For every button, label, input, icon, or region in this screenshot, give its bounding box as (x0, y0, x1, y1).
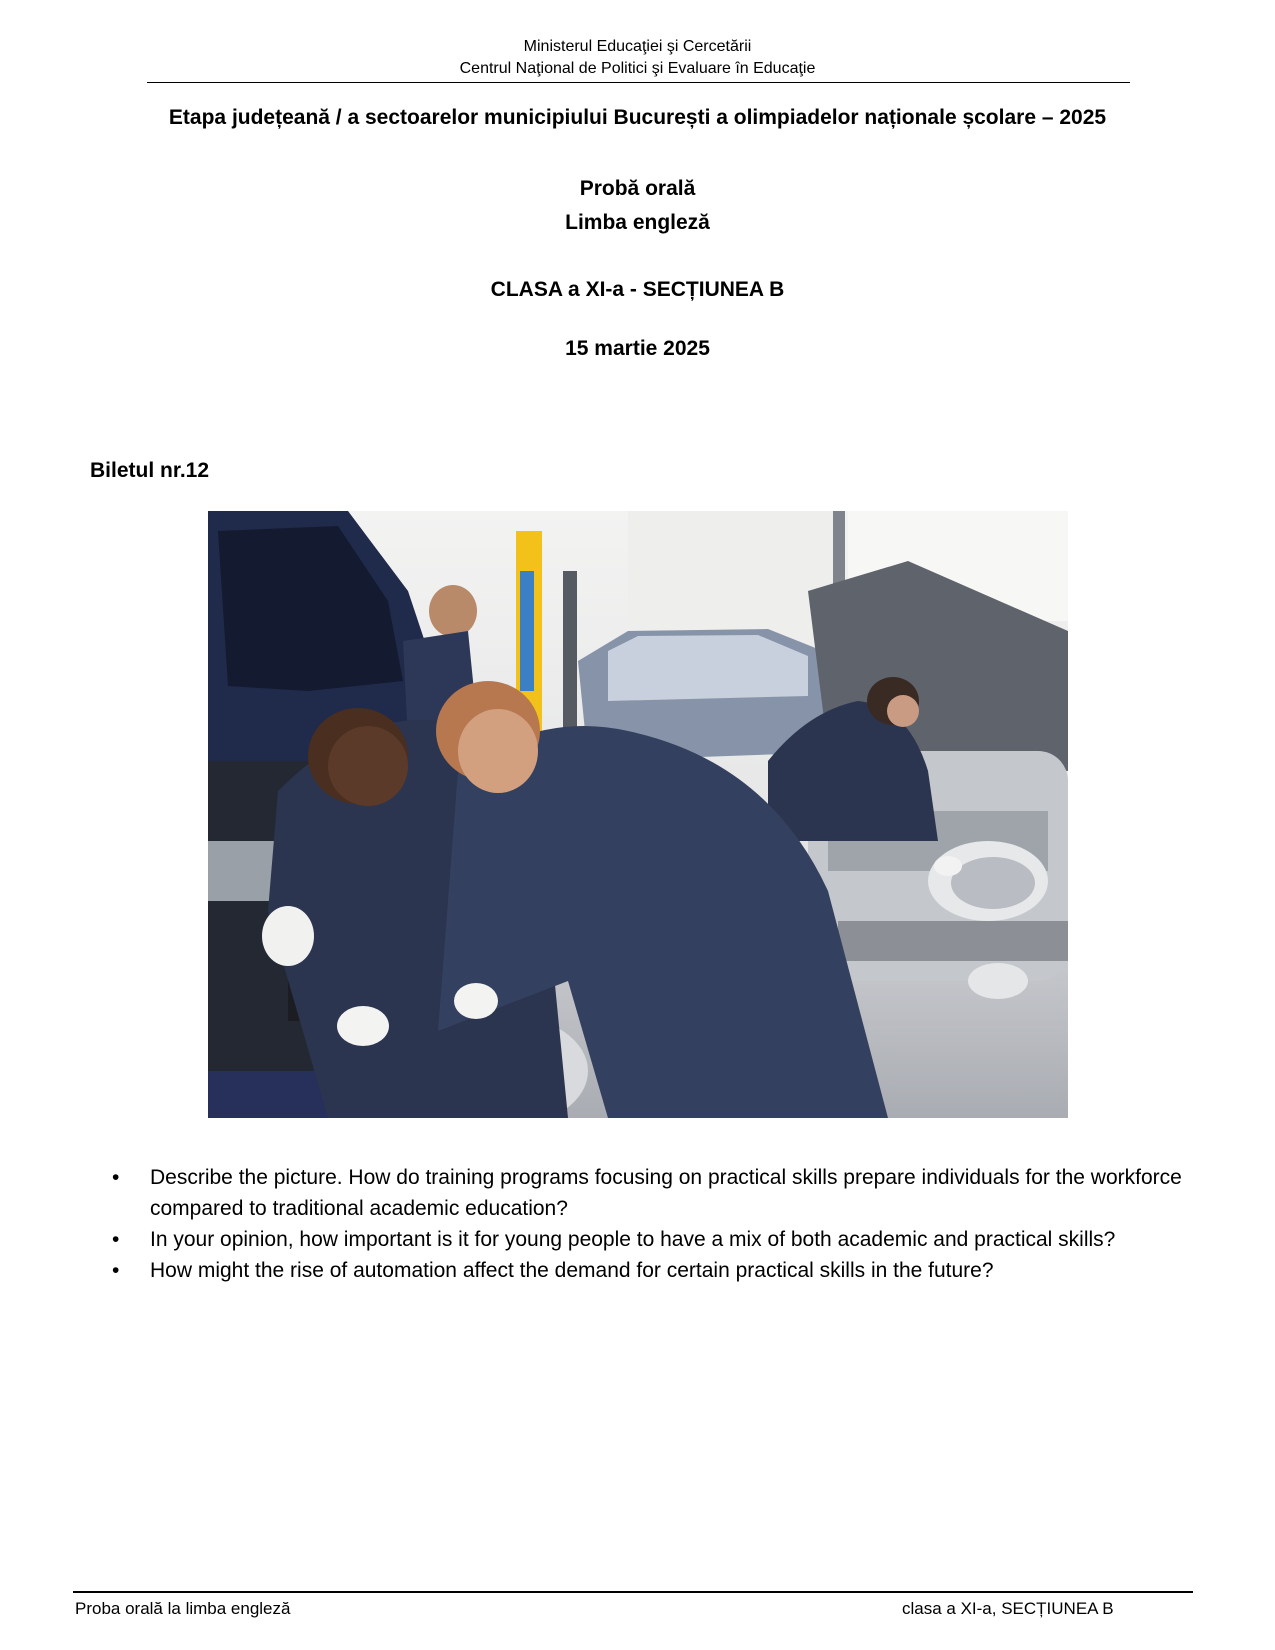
ticket-number: Biletul nr.12 (90, 459, 210, 482)
footer-class-section: clasa a XI-a, SECȚIUNEA B (902, 1599, 1114, 1618)
exam-class-section: CLASA a XI-a - SECȚIUNEA B (490, 278, 785, 301)
question-item (110, 1255, 1195, 1286)
mechanics-photo (208, 511, 1068, 1118)
question-list (110, 1162, 1195, 1286)
question-item (110, 1224, 1195, 1255)
header-ministry: Ministerul Educaţiei şi Cercetării (523, 38, 752, 55)
bullet-icon: • (112, 1259, 120, 1282)
exam-stage-title: Etapa județeană / a sectoarelor municipiului București a olimpiadelor naționale școlare – 2025 (168, 106, 1107, 129)
header-center: Centrul Naţional de Politici şi Evaluare în Educaţie (459, 60, 816, 77)
question-text: In your opinion, how important is it for young people to have a mix of both academic and practical skills? (150, 1228, 1116, 1251)
footer-exam-name: Proba orală la limba engleză (75, 1599, 291, 1618)
bullet-icon: • (112, 1166, 120, 1189)
exam-subject: Limba engleză (565, 211, 710, 234)
footer-divider (73, 1591, 1193, 1593)
question-text: Describe the picture. How do training programs focusing on practical skills prepare individuals for the workforce compared to traditional academic education? (150, 1166, 1182, 1220)
header-divider (147, 82, 1130, 83)
exam-date: 15 martie 2025 (565, 337, 710, 360)
bullet-icon: • (112, 1228, 120, 1251)
question-text: How might the rise of automation affect the demand for certain practical skills in the future? (150, 1259, 994, 1282)
question-item (110, 1162, 1195, 1224)
exam-type: Probă orală (579, 177, 696, 200)
